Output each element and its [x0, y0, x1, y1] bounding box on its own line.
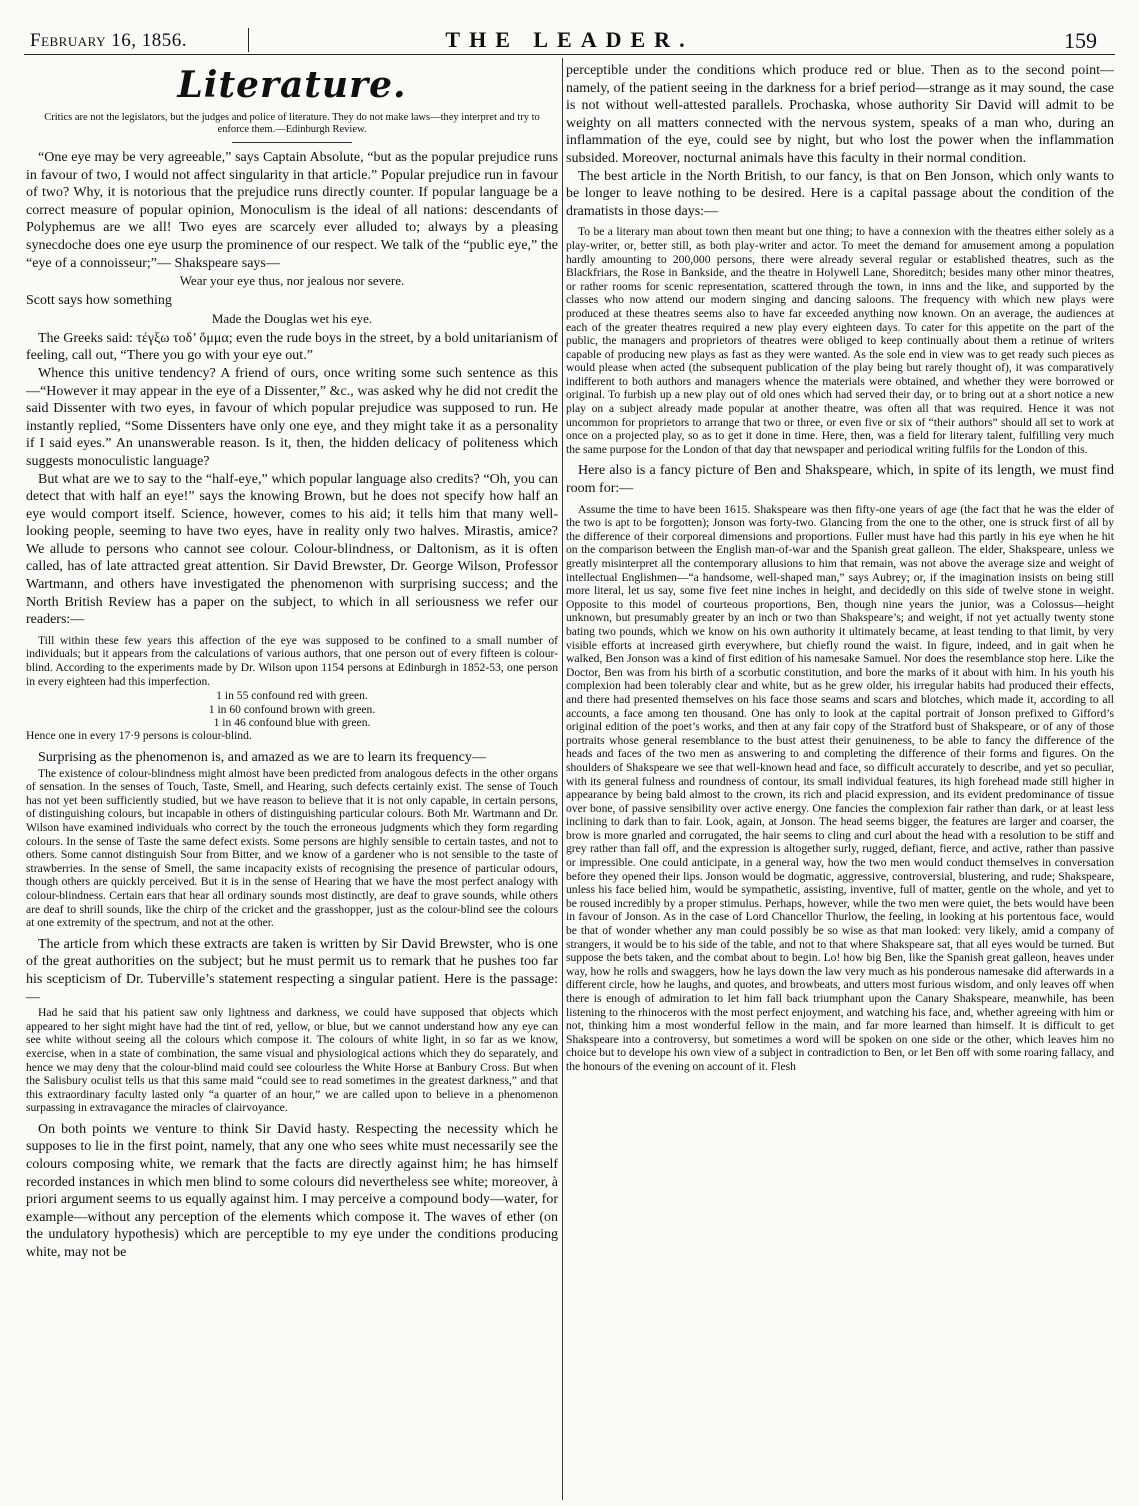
paragraph: “One eye may be very agreeable,” says Captain Absolute, “but as the popular prejudice runs in favour of two, I would not affect singularity in that article.” Popular prejudice run in favour of two? Why, it is notorious that the prejudice runs directly counter. If popular language be a correct measure of popular opinion, Monoculism is the ideal of all nations: descendants of Polyphemus are we all! Two eyes are scarcely ever alluded to; always by a pleasing synecdoche does one eye usurp the prominence of our respect. We talk of the “public eye,” the “eye of a connoisseur;”— Shakspeare says— — [26, 150, 558, 271]
extract-paragraph: Assume the time to have been 1615. Shakspeare was then fifty-one years of age (the fact that he was the elder of the two is apt to be forgotten); Jonson was forty-two. Glancing from the one to the other, one is struck first of all by the difference of their corporeal dimensions and proportions. Fuller must have had this partly in his eye when he hit on the comparison between the English man-of-war and the Spanish great galleon. The elder, Shakspeare, unless we greatly misinterpret all the contemporary allusions to him that remain, was not above the average size and weight of intellectual Englishmen—“a handsome, well-shaped man,” says Aubrey; or, if the imagination insists on being still more literal, let us say, some five feet nine inches in height, and decidedly on this side of twelve stone in weight. Opposite to this model of courteous proportions, Ben, though nine years the junior, was a Colossus—height unknown, but presumably greater by an inch or two than Shakspeare’s; and weight, if not yet actually twenty stone bating two pounds, which we know on his own authority it ultimately became, at least tending to that limit, by very visible efforts at increased girth everywhere, but chiefly round the waist. In figure, indeed, and in gait when he walked, Ben Jonson was a kind of first edition of his namesake Samuel. Nor does the resemblance stop here. Like the Doctor, Ben was from his birth of a scorbutic constitution, and bore the marks of it about with him. In his youth his complexion had been tolerably clear and white, but as he grew older, his irregular habits had produced their effects, and there had presented themselves on his face those seams and scars and blotches, which made it, according to all accounts, a face among ten thousand. One has only to look at the capital portrait of Jonson prefixed to Gifford’s original edition of the poet’s works, and then at any fair copy of the Stratford bust of Shakspeare, or of any of those portraits whose general resemblance to the bust attest their genuineness, to be able to fancy the difference of the heads and faces of the two men as answering to and completing the difference of their forms and figures. On the shoulders of Shakspeare we see that well-known head and face, so difficult accurately to describe, and yet so peculiar, with its general fulness and roundness of contour, its small individual features, its high forehead made still higher in appearance by being bald almost to the crown, its rich and placid expression, and its evident predominance of tissue over bone, of passive sensibility over active energy. One fancies the complexion fair rather than dark, or at least less inclining to dark than to fair. Look, again, at Jonson. The head seems bigger, the features are larger and coarser, the brow is more gnarled and corrugated, the hair seems to cling and curl about the head with a resolution to be stiff and grey rather than fall off, and the expression is altogether surly, rugged, defiant, fierce, and active, rather than passive or impressible. One could anticipate, in a general way, how the two men would conduct themselves in conversation before they opened their lips. Jonson would be dogmatic, aggressive, controversial, blustering, and rude; Shakspeare, unless his face belied him, would be sympathetic, assisting, inventive, full of matter, gentle on the whole, and yet to be roused incredibly by a proper stimulus. Perhaps, however, while the two men were quiet, the bets would have been in favour of Jonson. As in the case of Lord Chancellor Thurlow, the feeling, in looking at his portentous face, would be that of wonder whether any man could possibly be so wise as that man looked: very likely, amid a company of strangers, it would be to his side of the table, and not to that where Shakspeare sat, that all eyes would be turned. But suppose the bets taken, and the combat about to begin. Lo! how big Ben, like the Spanish great galleon, heaves under way, how he rolls and swaggers, how he lays down the law very much as his ponderous namesake did afterwards in a different circle, how he laughs, and quotes, and browbeats, and utters most furious wisdom, and only leaves off when there is enough of admiration to let him fall back triumphant upon the Canary Shakspeare, meanwhile, has been listening to the rhinoceros with the most perfect enjoyment, and watching his face, and, whether agreeing with him or not, thinking him a most wonderful fellow in the main, and far more learned than himself. It is difficult to get Shakspeare into a controversy, but sometimes a word will be spoken on one side or the other, which leaves him no choice but to develope his own view of a subject in contradiction to Ben, or let Ben off with some roaring fallacy, and the honours of the evening on account of it. Flesh — [566, 502, 1114, 1073]
statistics-line: 1 in 60 confound brown with green. — [208, 702, 376, 716]
extract-paragraph: Till within these few years this affection of the eye was supposed to be confined to a small number of individuals; but it appears from the calculations of various authors, that one person out of every fifteen is colour-blind. According to the experiments made by Dr. Wilson upon 1154 persons at Edinburgh in 1852-53, one person in every eighteen had this imperfection. — [26, 633, 558, 688]
extract-paragraph: The existence of colour-blindness might almost have been predicted from analogous defects in the other organs of sensation. In the senses of Touch, Taste, Smell, and Hearing, such defects certainly exist. The sense of Touch has not yet been sufficiently studied, but we have reason to believe that it is not only capable, in certain persons, of distinguishing colours, but incapable in others of distinguishing particular colours. Both Mr. Wartmann and Dr. Wilson have examined individuals who correct by the touch the erroneous judgments which they form regarding colours. In the sense of Taste the same defect exists. Some persons are highly sensible to certain tastes, and not to others. Some cannot distinguish Sour from Bitter, and we know of a gardener who is not sensible to the taste of strawberries. In the sense of Smell, the same incapacity exists of recognising the presence of particular odours, though others are quickly perceived. But it is in the sense of Hearing that we have the most perfect analogy with colour-blindness. Certain ears that hear all ordinary sounds most distinctly, are deaf to grave sounds, while others are deaf to shrill sounds, like the chirp of the cricket and the grasshopper, just as the colour-blind see the colours at one extremity of the spectrum, and not at the other. — [26, 766, 558, 930]
left-column — [26, 62, 558, 1500]
right-column — [566, 62, 1114, 1500]
paragraph: Here also is a fancy picture of Ben and Shakspeare, which, in spite of its length, we must find room for:— — [566, 463, 1114, 497]
extract-paragraph: Hence one in every 17·9 persons is colour-blind. — [26, 729, 252, 743]
paragraph: Surprising as the phenomenon is, and amazed as we are to learn its frequency— — [38, 750, 486, 766]
paragraph: The article from which these extracts are taken is written by Sir David Brewster, who is one of the great authorities on the subject; but he must permit us to remark that he pushes too far his scepticism of Dr. Tuberville’s statement respecting a singular patient. Here is the passage:— — [26, 936, 558, 1005]
page-number: 159 — [1064, 28, 1097, 53]
column-rule — [562, 58, 563, 1500]
paragraph: On both points we venture to think Sir David hasty. Respecting the necessity which he supposes to lie in the first point, namely, that any one who sees white must necessarily see the colours composing white, we remark that the facts are directly against him; he has himself recorded instances in which men blind to some colours did nevertheless see white; moreover, à priori argument seems to us equally against him. I may perceive a compound body—water, for example—without any perception of the elements which compose it. The waves of ether (on the undulatory hypothesis) which are perceptible to my eye under the conditions producing white, may not be — [26, 1121, 558, 1261]
masthead — [24, 14, 1115, 55]
paragraph: Whence this unitive tendency? A friend of ours, once writing some such sentence as this—“However it may appear in the eye of a Dissenter,” &c., was asked why he did not credit the said Dissenter with two eyes, in favour of which popular prejudice was supposed to run. He instantly replied, “Some Dissenters have only one eye, and they might take it as a personality if I said eyes.” An unanswerable reason. Is it, then, the hidden delicacy of politeness which suggests monoculistic language? — [26, 365, 558, 469]
issue-date: February 16, 1856. — [30, 30, 187, 51]
verse-quote: Made the Douglas wet his eye. — [211, 310, 373, 326]
paragraph: The best article in the North British, to our fancy, is that on Ben Jonson, which only wants to be longer to leave nothing to be desired. Here is a capital passage about the condition of the dramatists in those days:— — [566, 168, 1114, 219]
newspaper-title: THE LEADER. — [445, 27, 694, 52]
paragraph: But what are we to say to the “half-eye,” which popular language also credits? “Oh, you can detect that with half an eye!” says the knowing Brown, but he does not specify how half an eye would comport itself. Science, however, comes to his aid; it tells him that many well-looking people, seeming to have two eyes, have in reality only two halves. Mirastis, amice? We allude to persons who cannot see colour. Colour-blindness, or Daltonism, as it is often called, has of late attracted great attention. Sir David Brewster, Dr. George Wilson, Professor Wartmann, and others have investigated the phenomenon with surprising success; and the North British Review has a paper on the subject, to which in all seriousness we refer our readers:— — [26, 471, 558, 628]
section-title: Literature. — [177, 64, 407, 106]
verse-quote: Wear your eye thus, nor jealous nor severe. — [179, 273, 405, 289]
motto-divider — [232, 142, 352, 143]
paragraph: Scott says how something — [26, 293, 172, 309]
paragraph: perceptible under the conditions which produce red or blue. Then as to the second point—namely, of the patient seeing in the darkness for a brief period—strange as it may sound, the case is not without well-attested parallels. Prochaska, whose authority Sir David will admit to be weighty on all matters connected with the nervous system, speaks of a man who, during an inflammation of the eye, could see by night, but who lost the power when the inflammation subsided. Moreover, nocturnal animals have this faculty in their normal condition. — [566, 63, 1114, 166]
statistics-line: 1 in 55 confound red with green. — [216, 689, 368, 703]
extract-paragraph: To be a literary man about town then meant but one thing; to have a connexion with the theatres either solely as a play-writer, or, better still, as both play-writer and actor. To meet the demand for amusement among a population hardly amounting to 200,000 persons, there were already several regular or established theatres, such as the Blackfriars, the Rose in Bankside, and the theatre in Holywell Lane, Shoreditch; besides many other minor theatres, or rather rooms for scenic representation, scattered through the town, in inns and the like, and supported by the classes who now attend our modern singing and dancing saloons. The frequency with which new plays were produced at these theatres seems also to have far exceeded anything now known. On an average, the audiences at each of the greater theatres required a new play every eighteen days. To cater for this appetite on the part of the public, the managers and proprietors of theatres were obliged to keep continually about them a retinue of writers capable of producing new plays as fast as they were wanted. As the sole end in view was to get ready such pieces as would please when acted (the subsequent publication of the play being but rarely thought of), it was comparatively indifferent to both authors and managers whence the materials were obtained, and whether they were borrowed or original. To furbish up a new play out of old ones which had served their day, or to bring out at a short notice a new play on a subject already made popular at another theatre, was often all that was required. Hence it was not uncommon for proprietors to arrange that two or three, or even five or six of “their authors” should all set to work at once on a projected play, so as to get it done in time. Here, then, was a field for literary talent, fulfilling very much the same purpose for the London of that day that newspaper and periodical writing fulfils for the London of this. — [566, 225, 1114, 456]
statistics-line: 1 in 46 confound blue with green. — [213, 716, 371, 730]
paragraph: The Greeks said: τέγξω τοδ’ ὄμμα; even the rude boys in the street, by a bold unitarianism of feeling, call out, “There you go with your eye out.” — [26, 330, 558, 364]
section-motto: Critics are not the legislators, but the judges and police of literature. They do not make laws—they interpret and try to enforce them.—Edinburgh Review. — [44, 112, 540, 135]
extract-paragraph: Had he said that his patient saw only lightness and darkness, we could have supposed that objects which appeared to her sight might have had the tint of red, yellow, or blue, but we cannot understand how any eye can see white without seeing all the colours which compose it. The colours of white light, in so far as we know, exercise, when in a state of combination, the same visual and physiological actions which they do separately, and hence we may deny that the colour-blind maid could see colourless the White Horse at Banbury Cross. But when the Salisbury oculist tells us that this same maid “could see to read sometimes in the greatest darkness,” and that this extraordinary faculty lasted only “a quarter of an hour,” we are called upon to believe in a phenomenon surpassing in extravagance the miracles of clairvoyance. — [26, 1006, 558, 1115]
